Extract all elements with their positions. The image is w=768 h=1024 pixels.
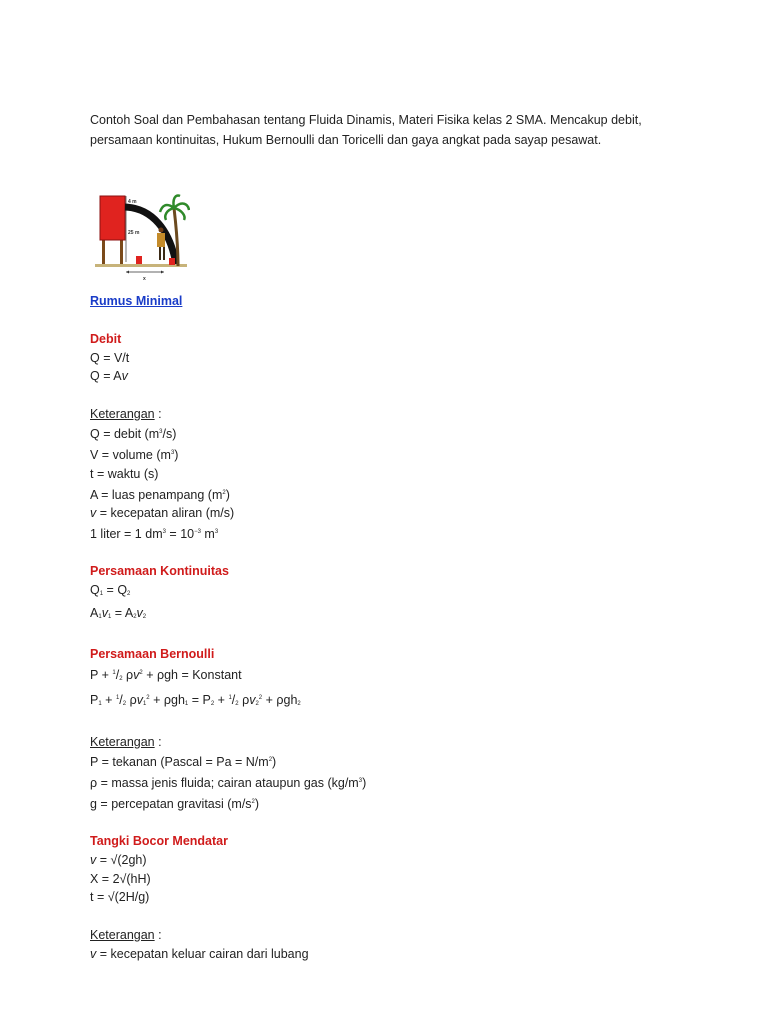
label-x: x [143,276,146,282]
formula-tangki-1: v = √(2gh) [90,853,147,868]
ket-kecepatan-keluar: v = kecepatan keluar cairan dari lubang [90,946,309,961]
spacer [90,813,690,832]
ket-debit: Q = debit $(m^3/s)$ [90,427,177,442]
ket-massa-jenis: ρ = massa jenis fluida; cairan ataupun gas $(kg/m^3)$ [90,775,367,790]
formula-kontinuitas-1: $Q_1 = Q_2$ [90,583,131,598]
heading-kontinuitas: Persamaan Kontinuitas [90,564,229,579]
ket-liter: 1 liter = 1 $dm^3 = 10^{-3}$ $m^3$ [90,527,219,541]
person-leg-left [159,247,161,260]
formula-tangki-3: t = √(2H/g) [90,890,150,905]
rumus-minimal-link[interactable]: Rumus Minimal [90,294,183,308]
spacer [90,544,690,563]
label-top: 4 m [128,199,137,205]
keterangan-3: Keterangan : [90,927,162,942]
formula-kontinuitas-2: $A_1v_1 = A_2v_2$ [90,606,147,621]
spacer [90,714,690,733]
intro-paragraph: Contoh Soal dan Pembahasan tentang Fluida Dinamis, Materi Fisika kelas 2 SMA. Mencakup debit, persamaan kontinuitas, Hukum Bernoulli dan Toricelli dan gaya angkat pada sayap pesawat. [90,113,642,147]
spacer [90,627,690,646]
person-head [159,228,164,233]
heading-debit: Debit [90,331,122,346]
person-leg-right [163,247,165,260]
formula-tangki-2: X = 2√(hH) [90,871,151,886]
tank-leg-left [102,238,105,264]
person-body [157,233,165,247]
ket-waktu: t = waktu (s) [90,466,159,481]
heading-bernoulli: Persamaan Bernoulli [90,647,215,662]
spacer [90,311,690,330]
spacer [90,907,690,926]
bucket-left [136,256,142,264]
spacer [90,386,690,405]
label-mid: 25 m [128,230,140,236]
ket-gravitasi: g = percepatan gravitasi $(m/s^2)$ [90,796,260,811]
formula-debit-1: Q = V/t [90,350,130,365]
tank-illustration [90,190,190,282]
formula-bernoulli-2: $P_1 + ^1/_2$ $\rho v_1^2 + \rho gh_1 = P_2 + ^1/_2$ $\rho v_2^2 + \rho gh_2$ [90,693,301,708]
ket-kecepatan: v = kecepatan aliran (m/s) [90,506,235,521]
formula-debit-2: Q = Av [90,369,128,384]
keterangan-2: Keterangan : [90,734,162,749]
tank-body [100,196,125,240]
ket-tekanan: P = tekanan (Pascal = $Pa = N/m^2$) [90,755,277,770]
leaking-tank-diagram [90,190,190,282]
ket-luas: A = luas penampang $(m^2)$ [90,487,230,502]
formula-bernoulli-1: $P + ^1/_2$ $\rho v^2 + \rho gh$ = Konstant [90,668,242,683]
document-body [90,110,690,963]
keterangan-1: Keterangan : [90,406,162,421]
bucket-right [169,258,175,265]
heading-tangki-bocor: Tangki Bocor Mendatar [90,834,228,849]
tank-leg-right [120,238,123,264]
ket-volume: V = volume $(m^3)$ [90,448,179,463]
